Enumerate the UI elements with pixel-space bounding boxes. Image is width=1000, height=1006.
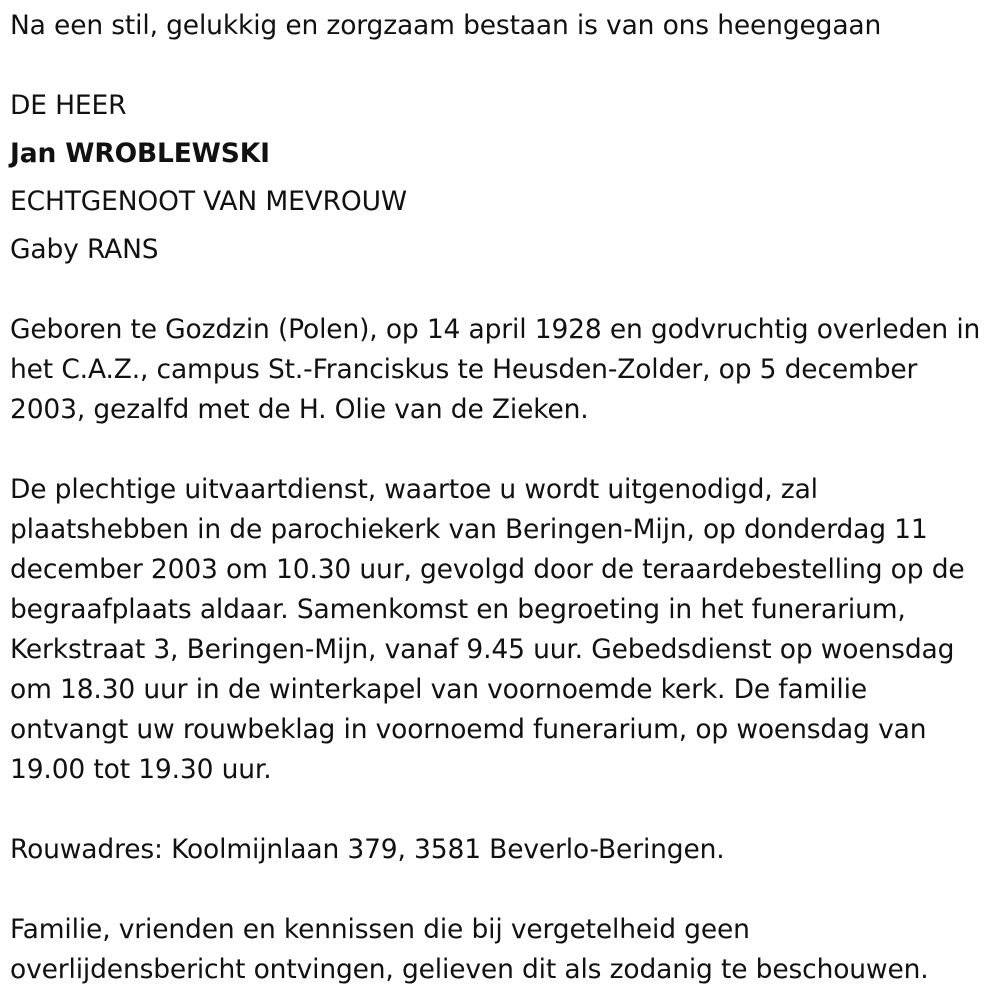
paragraph-line: begraafplaats aldaar. Samenkomst en begroeting in het funerarium, [10, 594, 906, 625]
birth-paragraph [10, 310, 980, 430]
paragraph-line: Familie, vrienden en kennissen die bij vergetelheid geen [10, 914, 750, 945]
paragraph-line: plaatshebben in de parochiekerk van Beringen-Mijn, op donderdag 11 [10, 514, 928, 545]
paragraph-line: 2003, gezalfd met de H. Olie van de Zieken. [10, 394, 589, 425]
paragraph-line: om 18.30 uur in de winterkapel van voornoemde kerk. De familie [10, 674, 867, 705]
paragraph-line: Geboren te Gozdzin (Polen), op 14 april 1928 en godvruchtig overleden in [10, 314, 981, 345]
paragraph-line: overlijdensbericht ontvingen, gelieven dit als zodanig te beschouwen. [10, 954, 929, 985]
paragraph-line: december 2003 om 10.30 uur, gevolgd door de teraardebestelling op de [10, 554, 965, 585]
deceased-heading [10, 82, 407, 274]
paragraph-line: Kerkstraat 3, Beringen-Mijn, vanaf 9.45 uur. Gebedsdienst op woensdag [10, 634, 955, 665]
mourning-address [10, 830, 725, 870]
paragraph-line: De plechtige uitvaartdienst, waartoe u wordt uitgenodigd, zal [10, 474, 818, 505]
spouse-name: Gaby RANS [10, 234, 159, 265]
relation-label: ECHTGENOOT VAN MEVROUW [10, 186, 407, 217]
closing-paragraph [10, 910, 929, 990]
honorific: DE HEER [10, 90, 127, 121]
paragraph-line: ontvangt uw rouwbeklag in voornoemd funerarium, op woensdag van [10, 714, 927, 745]
address-line: Rouwadres: Koolmijnlaan 379, 3581 Beverlo-Beringen. [10, 834, 725, 865]
opening-line-block [10, 6, 881, 46]
service-paragraph [10, 470, 965, 790]
deceased-name: Jan WROBLEWSKI [10, 138, 270, 169]
paragraph-line: het C.A.Z., campus St.-Franciskus te Heusden-Zolder, op 5 december [10, 354, 918, 385]
opening-line: Na een stil, gelukkig en zorgzaam bestaan is van ons heengegaan [10, 10, 882, 41]
paragraph-line: 19.00 tot 19.30 uur. [10, 754, 272, 785]
